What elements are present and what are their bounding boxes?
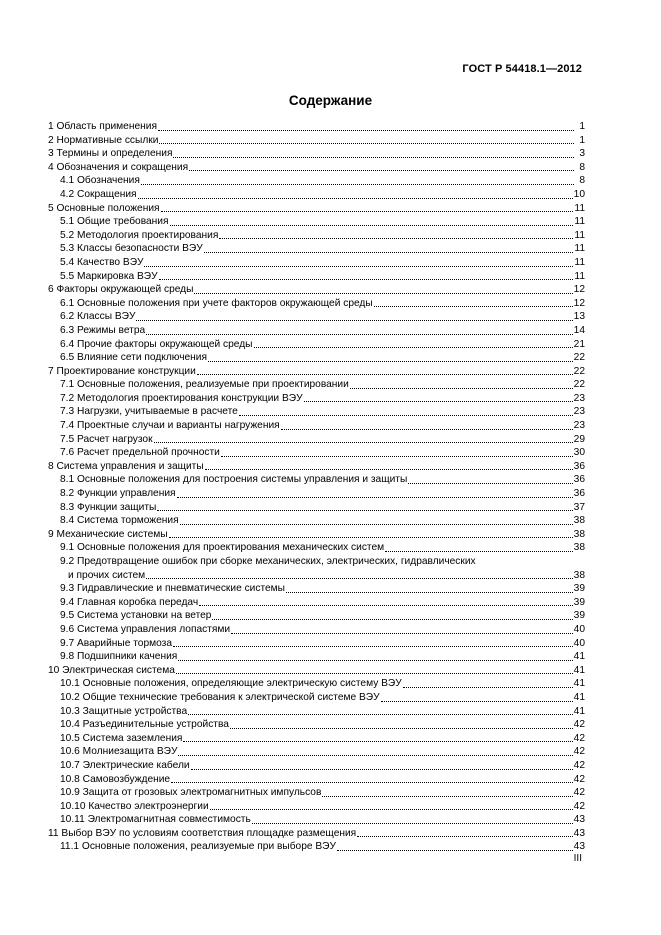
toc-entry[interactable] <box>48 473 585 487</box>
toc-entry[interactable] <box>48 487 585 501</box>
toc-leader-dots <box>252 823 573 824</box>
toc-leader-dots <box>357 836 572 837</box>
toc-entry-page: 39 <box>573 596 585 608</box>
toc-entry-label: 6.2 Классы ВЭУ <box>60 311 136 323</box>
toc-entry-label: 6.5 Влияние сети подключения <box>60 352 208 364</box>
toc-leader-dots <box>141 184 574 185</box>
toc-entry-page: 42 <box>573 719 585 731</box>
toc-leader-dots <box>304 401 573 402</box>
toc-leader-dots <box>173 646 573 647</box>
toc-entry-page: 41 <box>573 678 585 690</box>
toc-entry-page: 22 <box>573 365 585 377</box>
toc-entry-label: 9.4 Главная коробка передач <box>60 596 199 608</box>
toc-entry[interactable] <box>48 514 585 528</box>
toc-leader-dots <box>154 442 573 443</box>
toc-leader-dots <box>158 130 574 131</box>
toc-entry[interactable] <box>48 623 585 637</box>
toc-entry-page: 38 <box>573 542 585 554</box>
toc-leader-dots <box>146 334 572 335</box>
toc-entry-page: 41 <box>573 691 585 703</box>
toc-entry[interactable] <box>48 528 585 542</box>
toc-entry-label: 10.3 Защитные устройства <box>60 705 188 717</box>
toc-entry[interactable] <box>48 256 585 270</box>
toc-entry[interactable] <box>48 242 585 256</box>
toc-leader-dots <box>188 714 573 715</box>
toc-entry-label: 8 Система управления и защиты <box>48 460 204 472</box>
toc-entry[interactable] <box>48 419 585 433</box>
toc-entry-page: 38 <box>573 528 585 540</box>
toc-entry[interactable] <box>48 365 585 379</box>
toc-entry[interactable] <box>48 351 585 365</box>
toc-entry-label: 11.1 Основные положения, реализуемые при выборе ВЭУ <box>60 841 336 853</box>
toc-entry[interactable] <box>48 827 585 841</box>
toc-entry[interactable] <box>48 120 585 134</box>
toc-entry[interactable] <box>48 840 585 854</box>
toc-entry-label: 8.1 Основные положения для построения системы управления и защиты <box>60 474 408 486</box>
toc-entry[interactable] <box>48 677 585 691</box>
toc-entry-page: 36 <box>573 488 585 500</box>
toc-entry-label: 3 Термины и определения <box>48 148 173 160</box>
toc-entry-page: 12 <box>573 297 585 309</box>
toc-leader-dots <box>183 741 572 742</box>
toc-entry-label: 11 Выбор ВЭУ по условиям соответствия площадке размещения <box>48 827 357 839</box>
toc-entry[interactable] <box>48 637 585 651</box>
toc-leader-dots <box>171 782 573 783</box>
toc-entry[interactable] <box>48 759 585 773</box>
toc-entry[interactable] <box>48 786 585 800</box>
toc-entry[interactable] <box>48 215 585 229</box>
toc-entry[interactable] <box>48 297 585 311</box>
toc-leader-dots <box>208 361 573 362</box>
toc-entry-label: 9.6 Система управления лопастями <box>60 623 231 635</box>
toc-entry[interactable] <box>48 270 585 284</box>
toc-entry-page: 23 <box>573 392 585 404</box>
toc-leader-dots <box>180 524 573 525</box>
toc-leader-dots <box>170 225 574 226</box>
toc-entry[interactable] <box>48 650 585 664</box>
toc-entry-label: 7.3 Нагрузки, учитываемые в расчете <box>60 406 238 418</box>
toc-entry-label: 9.3 Гидравлические и пневматические системы <box>60 583 285 595</box>
toc-entry-page: 22 <box>573 379 585 391</box>
toc-entry-label: 5.5 Маркировка ВЭУ <box>60 270 158 282</box>
toc-leader-dots <box>159 279 574 280</box>
toc-entry-page: 11 <box>574 216 585 228</box>
toc-entry-label: 10.8 Самовозбуждение <box>60 773 171 785</box>
toc-entry-page: 11 <box>574 243 585 255</box>
toc-entry-label: 6 Факторы окружающей среды <box>48 284 194 296</box>
toc-entry[interactable] <box>48 609 585 623</box>
toc-leader-dots <box>385 551 573 552</box>
toc-entry-page: 11 <box>574 270 585 282</box>
toc-entry[interactable] <box>48 134 585 148</box>
toc-leader-dots <box>408 483 572 484</box>
toc-leader-dots <box>374 306 573 307</box>
toc-entry-label: 9.2 Предотвращение ошибок при сборке механических, электрических, гидравлических <box>60 556 476 567</box>
toc-entry-label: 5.3 Классы безопасности ВЭУ <box>60 243 203 255</box>
toc-entry-page: 10 <box>573 188 585 200</box>
toc-entry[interactable] <box>48 813 585 827</box>
toc-leader-dots <box>286 592 573 593</box>
toc-entry-label: 7.4 Проектные случаи и варианты нагружения <box>60 420 280 432</box>
toc-entry-page: 41 <box>573 651 585 663</box>
toc-entry[interactable] <box>48 501 585 515</box>
toc-entry-page: 1 <box>579 121 585 132</box>
toc-entry-label: 6.4 Прочие факторы окружающей среды <box>60 338 253 350</box>
toc-entry-label: 5.2 Методология проектирования <box>60 229 219 241</box>
toc-entry-label: 10.9 Защита от грозовых электромагнитных импульсов <box>60 787 322 799</box>
toc-entry-page: 42 <box>573 773 585 785</box>
toc-entry-page: 41 <box>573 705 585 717</box>
toc-entry[interactable] <box>48 446 585 460</box>
toc-entry-page: 42 <box>573 800 585 812</box>
toc-entry-label: 10.5 Система заземления <box>60 732 183 744</box>
toc-entry-label: 10.11 Электромагнитная совместимость <box>60 814 251 826</box>
toc-leader-dots <box>144 266 573 267</box>
toc-leader-dots <box>194 293 572 294</box>
toc-entry-page: 23 <box>573 406 585 418</box>
toc-entry-label: 6.3 Режимы ветра <box>60 324 146 336</box>
toc-entry[interactable] <box>48 705 585 719</box>
document-code: ГОСТ Р 54418.1—2012 <box>462 63 582 75</box>
toc-entry-label: 10.6 Молниезащита ВЭУ <box>60 746 178 758</box>
toc-leader-dots <box>337 850 573 851</box>
toc-entry-label: 10.4 Разъединительные устройства <box>60 719 229 731</box>
toc-leader-dots <box>219 238 573 239</box>
toc-entry-page: 36 <box>573 460 585 472</box>
toc-entry[interactable] <box>48 202 585 216</box>
toc-entry-page: 36 <box>573 474 585 486</box>
toc-entry[interactable] <box>48 800 585 814</box>
toc-entry[interactable] <box>48 718 585 732</box>
toc-leader-dots <box>350 388 573 389</box>
page-number: III <box>573 853 582 864</box>
toc-entry-page: 43 <box>573 841 585 853</box>
toc-entry-page: 22 <box>573 352 585 364</box>
toc-entry[interactable] <box>48 161 585 175</box>
toc-entry-page: 30 <box>573 447 585 459</box>
toc-entry-page: 41 <box>573 664 585 676</box>
toc-entry-label: 8.3 Функции защиты <box>60 501 157 513</box>
toc-entry-label: 10.2 Общие технические требования к электрической системе ВЭУ <box>60 691 380 703</box>
toc-entry-label: 9 Механические системы <box>48 528 168 540</box>
table-of-contents <box>48 120 585 854</box>
toc-entry-label: 5.1 Общие требования <box>60 216 169 228</box>
toc-entry[interactable] <box>48 324 585 338</box>
toc-entry-page: 43 <box>573 814 585 826</box>
toc-entry-label: 5.4 Качество ВЭУ <box>60 256 144 268</box>
toc-leader-dots <box>169 537 573 538</box>
toc-entry-label: 2 Нормативные ссылки <box>48 134 159 146</box>
toc-leader-dots <box>254 347 573 348</box>
toc-entry[interactable] <box>48 664 585 678</box>
toc-entry[interactable] <box>48 188 585 202</box>
toc-entry-label: 7.5 Расчет нагрузок <box>60 433 153 445</box>
toc-entry-page: 42 <box>573 787 585 799</box>
toc-leader-dots <box>281 429 573 430</box>
toc-leader-dots <box>212 619 572 620</box>
toc-entry-label: 4 Обозначения и сокращения <box>48 161 189 173</box>
toc-entry-label: 9.1 Основные положения для проектирования механических систем <box>60 542 385 554</box>
toc-leader-dots <box>197 374 573 375</box>
toc-entry-page: 29 <box>573 433 585 445</box>
toc-leader-dots <box>189 170 574 171</box>
toc-entry[interactable] <box>48 283 585 297</box>
toc-entry[interactable] <box>48 405 585 419</box>
toc-entry-page: 14 <box>573 324 585 336</box>
toc-entry-page: 38 <box>573 515 585 527</box>
toc-entry[interactable] <box>48 773 585 787</box>
toc-leader-dots <box>146 578 572 579</box>
toc-entry-page: 42 <box>573 746 585 758</box>
toc-entry-label: 8.4 Система торможения <box>60 515 179 527</box>
toc-entry[interactable] <box>48 229 585 243</box>
toc-entry-label: 10.1 Основные положения, определяющие электрическую систему ВЭУ <box>60 678 402 690</box>
toc-entry-page: 38 <box>573 569 585 581</box>
toc-entry-page: 11 <box>574 202 585 214</box>
toc-leader-dots <box>136 320 572 321</box>
toc-entry-label: 4.1 Обозначения <box>60 175 140 187</box>
toc-leader-dots <box>322 796 572 797</box>
toc-entry-page: 42 <box>573 759 585 771</box>
toc-entry-label: 9.8 Подшипники качения <box>60 651 178 663</box>
toc-entry-label: 1 Область применения <box>48 121 157 132</box>
toc-leader-dots <box>173 157 574 158</box>
toc-entry-page: 43 <box>573 827 585 839</box>
toc-entry-page: 37 <box>573 501 585 513</box>
toc-entry-label: 7.6 Расчет предельной прочности <box>60 447 220 459</box>
toc-entry-label: 10.10 Качество электроэнергии <box>60 800 209 812</box>
toc-leader-dots <box>176 673 573 674</box>
toc-entry[interactable] <box>48 541 585 555</box>
toc-entry[interactable] <box>48 691 585 705</box>
toc-entry-label: 4.2 Сокращения <box>60 188 137 200</box>
toc-leader-dots <box>221 456 573 457</box>
toc-entry-label-continuation: и прочих систем <box>68 569 146 581</box>
toc-entry-page: 13 <box>573 311 585 323</box>
toc-entry-label: 9.5 Система установки на ветер <box>60 610 212 622</box>
toc-entry-label: 7 Проектирование конструкции <box>48 365 196 377</box>
toc-entry[interactable] <box>48 732 585 746</box>
toc-entry[interactable] <box>48 745 585 759</box>
toc-entry-label: 7.2 Методология проектирования конструкции ВЭУ <box>60 392 303 404</box>
toc-entry-label: 10 Электрическая система <box>48 664 175 676</box>
toc-entry[interactable] <box>48 582 585 596</box>
toc-leader-dots <box>138 198 573 199</box>
toc-leader-dots <box>191 769 573 770</box>
toc-leader-dots <box>159 143 574 144</box>
toc-leader-dots <box>204 252 574 253</box>
toc-entry-label: 6.1 Основные положения при учете факторов окружающей среды <box>60 297 373 309</box>
toc-entry-label: 9.7 Аварийные тормоза <box>60 637 173 649</box>
toc-leader-dots <box>178 660 572 661</box>
toc-entry-page: 11 <box>574 229 585 241</box>
toc-leader-dots <box>157 510 572 511</box>
toc-entry[interactable] <box>48 555 585 582</box>
toc-entry-label: 10.7 Электрические кабели <box>60 759 190 771</box>
toc-entry[interactable] <box>48 338 585 352</box>
toc-entry[interactable] <box>48 310 585 324</box>
toc-entry-page: 8 <box>579 161 585 173</box>
toc-entry-page: 40 <box>573 623 585 635</box>
toc-entry-page: 12 <box>573 284 585 296</box>
toc-entry-label: 5 Основные положения <box>48 202 160 214</box>
toc-entry-page: 23 <box>573 420 585 432</box>
toc-leader-dots <box>177 497 573 498</box>
toc-entry[interactable] <box>48 378 585 392</box>
toc-leader-dots <box>178 755 572 756</box>
page-title: Содержание <box>288 93 373 108</box>
toc-leader-dots <box>210 809 573 810</box>
toc-entry-page: 42 <box>573 732 585 744</box>
toc-entry-label: 7.1 Основные положения, реализуемые при проектировании <box>60 379 349 391</box>
toc-leader-dots <box>230 728 573 729</box>
toc-entry[interactable] <box>48 596 585 610</box>
toc-leader-dots <box>161 211 574 212</box>
toc-entry-page: 1 <box>579 134 585 146</box>
toc-entry-page: 8 <box>579 175 585 187</box>
toc-leader-dots <box>199 605 572 606</box>
toc-entry[interactable] <box>48 147 585 161</box>
toc-entry[interactable] <box>48 433 585 447</box>
toc-leader-dots <box>403 687 573 688</box>
toc-entry-label: 8.2 Функции управления <box>60 488 176 500</box>
toc-entry[interactable] <box>48 392 585 406</box>
toc-leader-dots <box>381 701 573 702</box>
toc-entry-page: 21 <box>573 338 585 350</box>
toc-entry-page: 39 <box>573 610 585 622</box>
toc-leader-dots <box>231 633 573 634</box>
toc-entry[interactable] <box>48 174 585 188</box>
toc-entry-page: 11 <box>574 256 585 268</box>
toc-entry-page: 40 <box>573 637 585 649</box>
toc-entry-page: 39 <box>573 583 585 595</box>
toc-leader-dots <box>205 469 573 470</box>
toc-entry[interactable] <box>48 460 585 474</box>
toc-leader-dots <box>239 415 573 416</box>
toc-entry-page: 3 <box>579 148 585 160</box>
